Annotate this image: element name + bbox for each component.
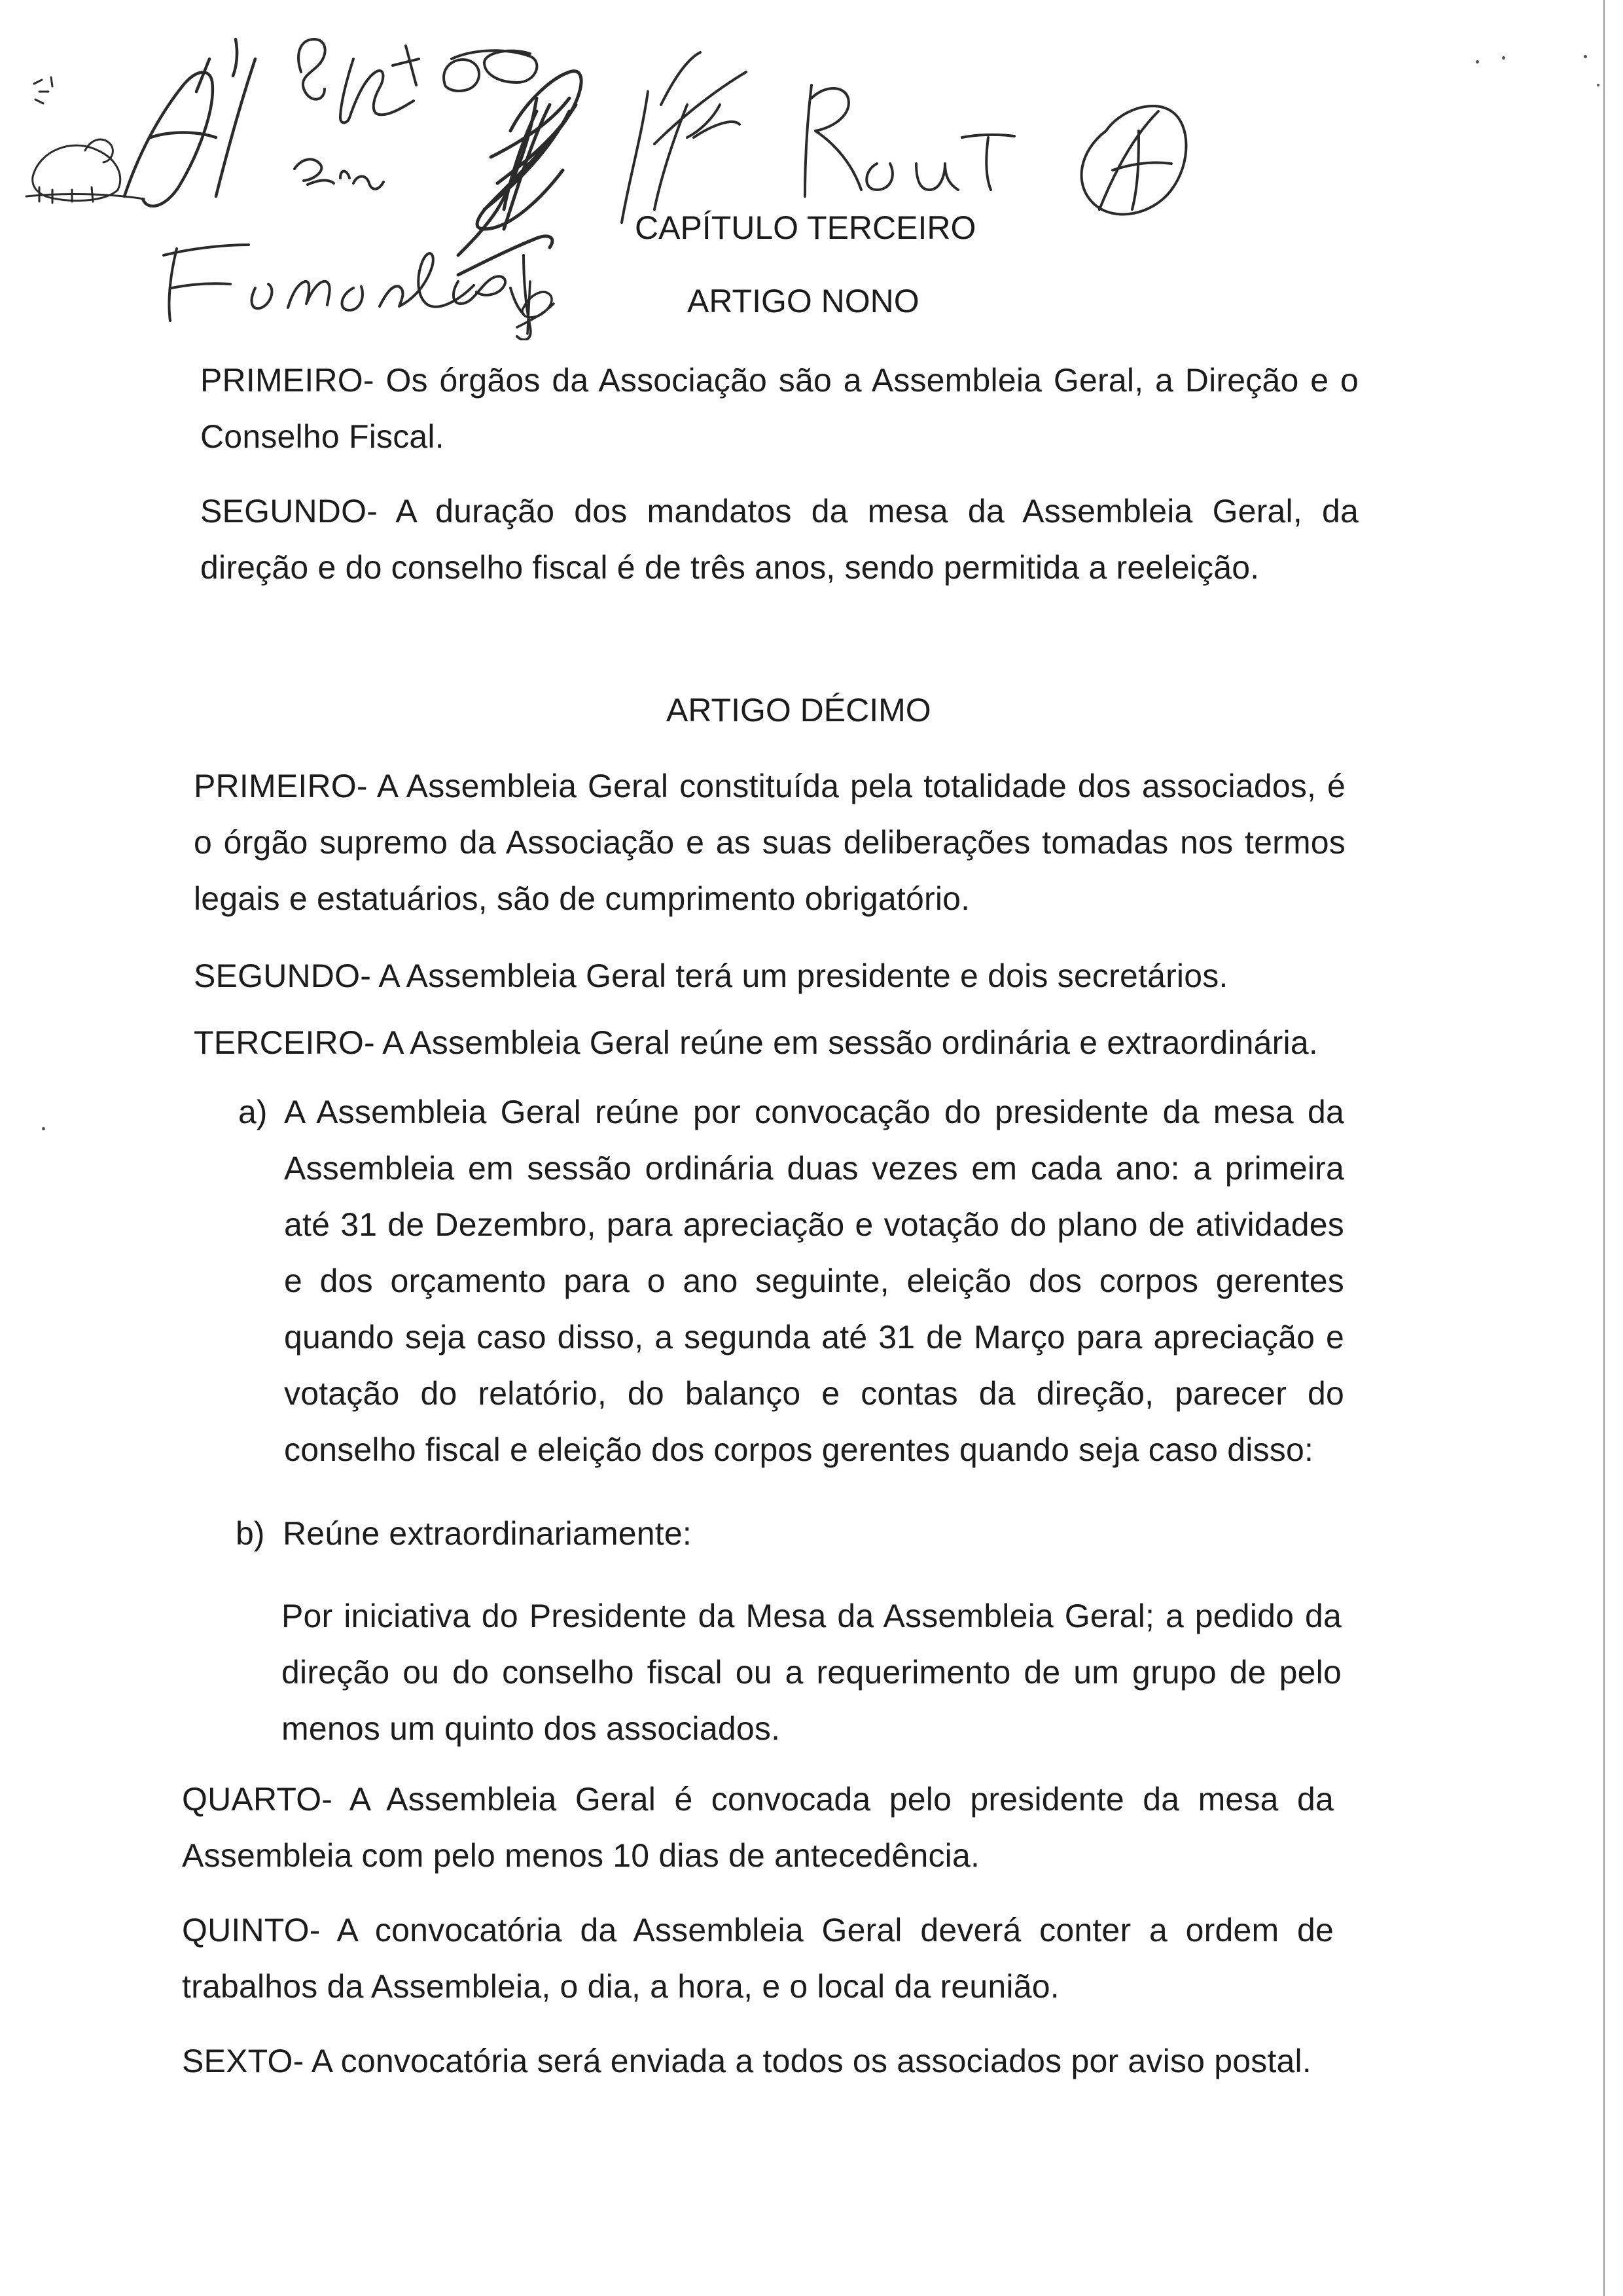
article-10-paragraph-6: SEXTO- A convocatória será enviada a todos os associados por aviso postal. [182, 2043, 1311, 2079]
article-9-paragraph-2: SEGUNDO- A duração dos mandatos da mesa da Assembleia Geral, da direção e do conselho fiscal é de três anos, sendo permitida a reeleição. [200, 493, 1359, 586]
article-10-paragraph-3: TERCEIRO- A Assembleia Geral reúne em sessão ordinária e extraordinária. [194, 1024, 1318, 1061]
article-10-paragraph-5: QUINTO- A convocatória da Assembleia Geral deverá conter a ordem de trabalhos da Assembleia, o dia, a hora, e o local da reunião. [182, 1912, 1334, 2005]
list-item-a-text: A Assembleia Geral reúne por convocação do presidente da mesa da Assembleia em sessão ordinária duas vezes em cada ano: a primeira até 31 de Dezembro, para apreciação e votação do plano de atividades e dos orçamento para o ano seguinte, eleição dos corpos gerentes quando seja caso disso, a segunda até 31 de Março para apreciação e votação do relatório, do balanço e contas da direção, parecer do conselho fiscal e eleição dos corpos gerentes quando seja caso disso: [284, 1094, 1344, 1468]
list-item-b-text: Reúne extraordinariamente: [283, 1515, 692, 1552]
scan-speck [1584, 55, 1587, 58]
article-9-title: ARTIGO NONO [687, 283, 919, 319]
article-10-paragraph-2: SEGUNDO- A Assembleia Geral terá um presidente e dois secretários. [194, 958, 1228, 994]
signature-initials-1 [124, 39, 255, 206]
article-9-paragraph-1: PRIMEIRO- Os órgãos da Associação são a Assembleia Geral, a Direção e o Conselho Fiscal. [200, 362, 1359, 455]
scan-speck [1476, 60, 1479, 63]
signature-pedro [294, 39, 537, 189]
article-10-title: ARTIGO DÉCIMO [666, 692, 931, 728]
list-item-b-detail: Por iniciativa do Presidente da Mesa da Assembleia Geral; a pedido da direção ou do conselho fiscal ou a requerimento de um grupo de pelo menos um quinto dos associados. [281, 1598, 1342, 1747]
signature-initials-3 [1082, 106, 1186, 214]
handwritten-signatures [0, 0, 1243, 340]
scan-speck [42, 1127, 45, 1130]
list-item-label-a: a) [238, 1094, 268, 1130]
signature-fernandes [164, 245, 531, 340]
signature-scribble [458, 71, 581, 275]
article-10-paragraph-1: PRIMEIRO- A Assembleia Geral constituída pela totalidade dos associados, é o órgão supremo da Associação e as suas deliberações tomadas nos termos legais e estatuários, são de cumprimento obrigatório. [194, 768, 1346, 917]
signature-small-mark [517, 281, 554, 334]
scan-speck [1502, 56, 1505, 60]
scan-edge-line [1603, 0, 1605, 2296]
scan-speck [1597, 84, 1599, 86]
article-10-paragraph-4: QUARTO- A Assembleia Geral é convocada pelo presidente da mesa da Assembleia com pelo menos 10 dias de antecedência. [182, 1781, 1334, 1874]
chapter-title: CAPÍTULO TERCEIRO [635, 209, 976, 246]
list-item-label-b: b) [236, 1515, 265, 1552]
stamp-doodle [26, 77, 144, 203]
signature-initials-2 [622, 52, 746, 223]
signature-rout [805, 85, 1014, 196]
